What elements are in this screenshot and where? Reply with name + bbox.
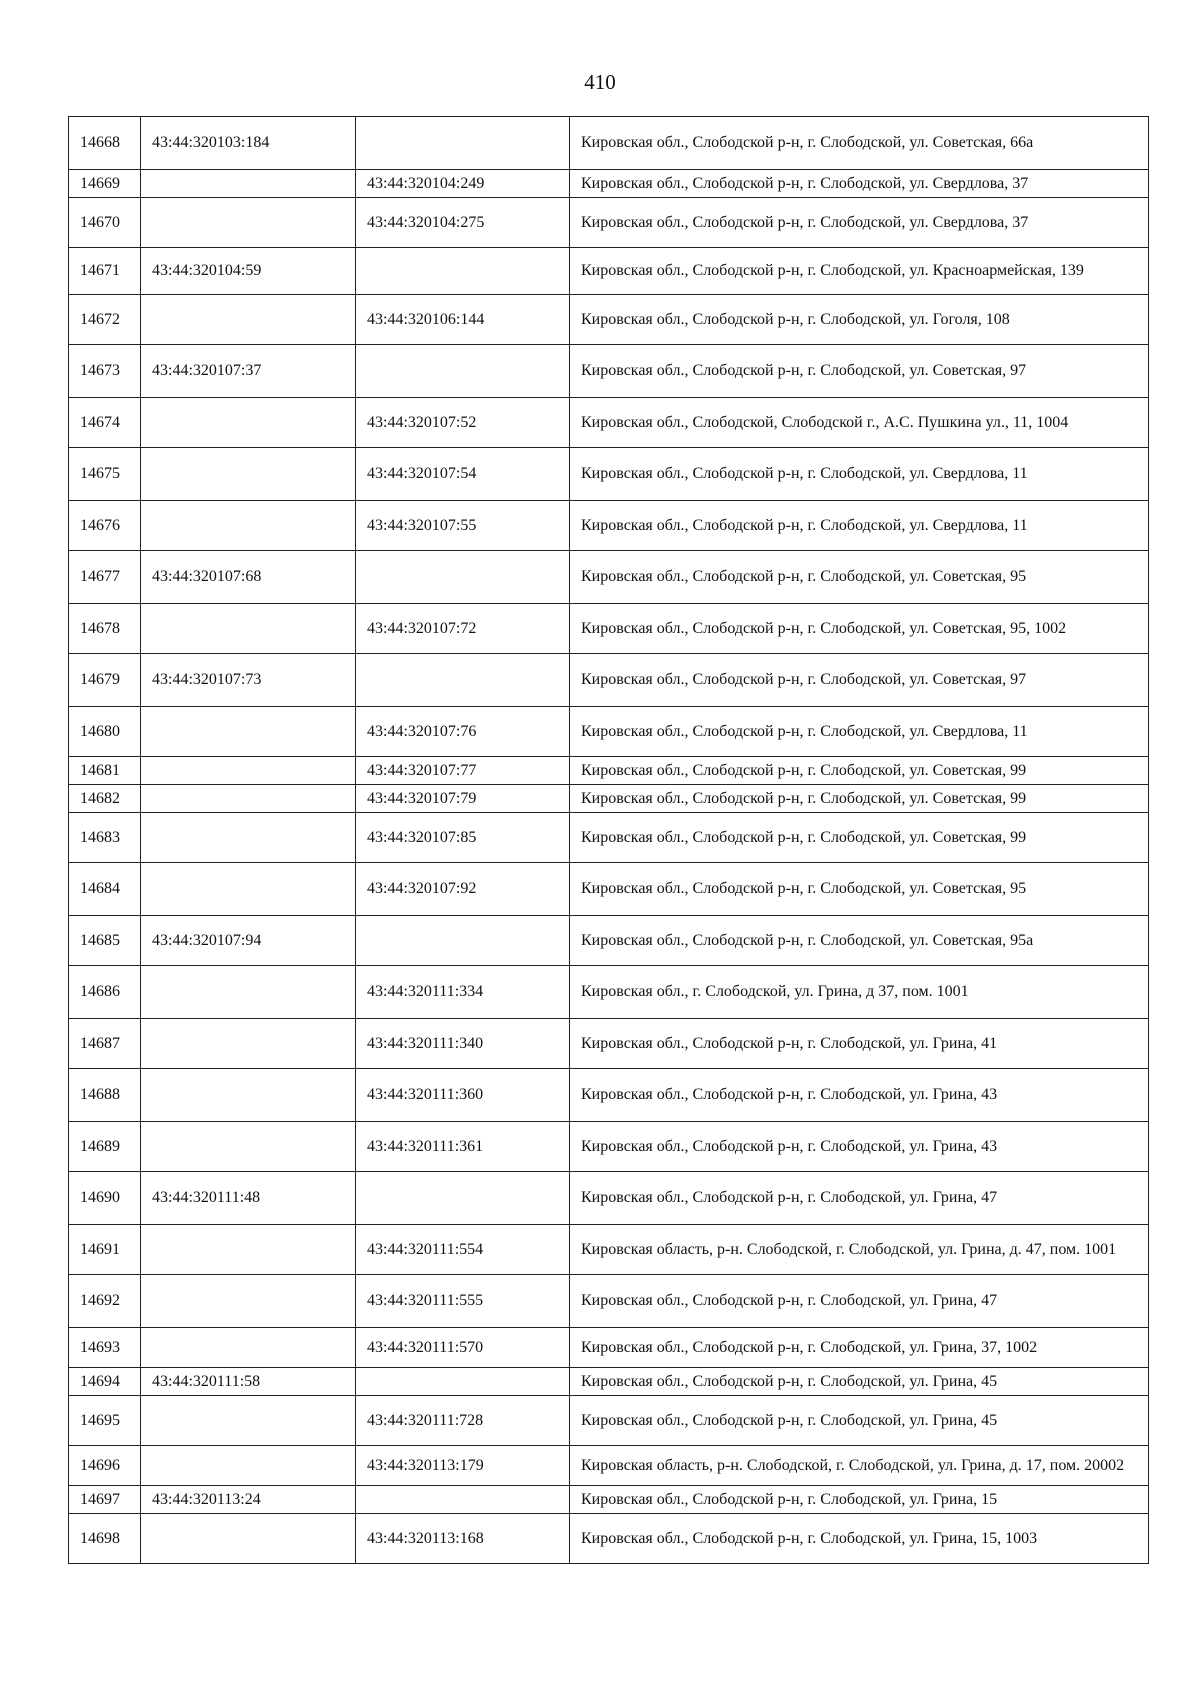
row-number: 14694 — [69, 1368, 141, 1396]
row-number: 14689 — [69, 1122, 141, 1172]
address: Кировская обл., Слободской р-н, г. Слободской, ул. Грина, 45 — [570, 1396, 1149, 1446]
address: Кировская обл., Слободской р-н, г. Слободской, ул. Советская, 97 — [570, 345, 1149, 398]
object-cadastral-number — [356, 654, 570, 707]
address: Кировская обл., Слободской р-н, г. Слободской, ул. Советская, 95 — [570, 863, 1149, 916]
address: Кировская область, р-н. Слободской, г. Слободской, ул. Грина, д. 47, пом. 1001 — [570, 1225, 1149, 1275]
object-cadastral-number: 43:44:320111:728 — [356, 1396, 570, 1446]
land-cadastral-number: 43:44:320107:73 — [141, 654, 356, 707]
table-row — [69, 248, 1149, 295]
address: Кировская обл., Слободской р-н, г. Слободской, ул. Грина, 41 — [570, 1019, 1149, 1069]
address: Кировская обл., Слободской р-н, г. Слободской, ул. Советская, 95а — [570, 916, 1149, 966]
table-row — [69, 170, 1149, 198]
table-row — [69, 707, 1149, 757]
address: Кировская обл., Слободской р-н, г. Слободской, ул. Грина, 43 — [570, 1122, 1149, 1172]
land-cadastral-number: 43:44:320111:58 — [141, 1368, 356, 1396]
row-number: 14681 — [69, 757, 141, 785]
land-cadastral-number — [141, 813, 356, 863]
row-number: 14680 — [69, 707, 141, 757]
table-row — [69, 1172, 1149, 1225]
land-cadastral-number — [141, 448, 356, 501]
table-row — [69, 1486, 1149, 1514]
row-number: 14677 — [69, 551, 141, 604]
address: Кировская обл., Слободской р-н, г. Слободской, ул. Свердлова, 37 — [570, 198, 1149, 248]
object-cadastral-number — [356, 1368, 570, 1396]
row-number: 14684 — [69, 863, 141, 916]
land-cadastral-number: 43:44:320104:59 — [141, 248, 356, 295]
table-row — [69, 1514, 1149, 1564]
table-row — [69, 1275, 1149, 1328]
object-cadastral-number — [356, 248, 570, 295]
row-number: 14668 — [69, 117, 141, 170]
table-row — [69, 863, 1149, 916]
object-cadastral-number: 43:44:320113:168 — [356, 1514, 570, 1564]
row-number: 14683 — [69, 813, 141, 863]
page-number: 410 — [584, 70, 616, 94]
table-row — [69, 345, 1149, 398]
address: Кировская обл., Слободской р-н, г. Слободской, ул. Грина, 15 — [570, 1486, 1149, 1514]
object-cadastral-number: 43:44:320111:340 — [356, 1019, 570, 1069]
address: Кировская обл., Слободской р-н, г. Слободской, ул. Советская, 99 — [570, 785, 1149, 813]
land-cadastral-number — [141, 1069, 356, 1122]
table-row — [69, 198, 1149, 248]
address: Кировская обл., Слободской р-н, г. Слободской, ул. Грина, 37, 1002 — [570, 1328, 1149, 1368]
address: Кировская обл., Слободской р-н, г. Слободской, ул. Свердлова, 11 — [570, 707, 1149, 757]
land-cadastral-number — [141, 757, 356, 785]
land-cadastral-number: 43:44:320111:48 — [141, 1172, 356, 1225]
row-number: 14696 — [69, 1446, 141, 1486]
address: Кировская обл., Слободской р-н, г. Слободской, ул. Советская, 97 — [570, 654, 1149, 707]
row-number: 14687 — [69, 1019, 141, 1069]
object-cadastral-number: 43:44:320107:79 — [356, 785, 570, 813]
table-row — [69, 295, 1149, 345]
object-cadastral-number: 43:44:320111:360 — [356, 1069, 570, 1122]
address: Кировская обл., Слободской р-н, г. Слободской, ул. Красноармейская, 139 — [570, 248, 1149, 295]
object-cadastral-number: 43:44:320104:275 — [356, 198, 570, 248]
object-cadastral-number: 43:44:320107:55 — [356, 501, 570, 551]
land-cadastral-number — [141, 198, 356, 248]
land-cadastral-number: 43:44:320107:68 — [141, 551, 356, 604]
land-cadastral-number: 43:44:320103:184 — [141, 117, 356, 170]
table-row — [69, 654, 1149, 707]
address: Кировская обл., Слободской р-н, г. Слободской, ул. Советская, 99 — [570, 813, 1149, 863]
land-cadastral-number — [141, 1019, 356, 1069]
object-cadastral-number — [356, 345, 570, 398]
land-cadastral-number: 43:44:320107:94 — [141, 916, 356, 966]
land-cadastral-number — [141, 966, 356, 1019]
land-cadastral-number — [141, 785, 356, 813]
land-cadastral-number — [141, 1446, 356, 1486]
address: Кировская обл., Слободской р-н, г. Слободской, ул. Советская, 95 — [570, 551, 1149, 604]
table-row — [69, 448, 1149, 501]
table-row — [69, 1368, 1149, 1396]
row-number: 14686 — [69, 966, 141, 1019]
address: Кировская обл., Слободской р-н, г. Слободской, ул. Грина, 47 — [570, 1172, 1149, 1225]
address: Кировская обл., Слободской р-н, г. Слободской, ул. Грина, 15, 1003 — [570, 1514, 1149, 1564]
table-row — [69, 604, 1149, 654]
registry-table — [68, 116, 1149, 1564]
table-row — [69, 785, 1149, 813]
row-number: 14672 — [69, 295, 141, 345]
row-number: 14674 — [69, 398, 141, 448]
table-row — [69, 551, 1149, 604]
object-cadastral-number: 43:44:320111:554 — [356, 1225, 570, 1275]
land-cadastral-number: 43:44:320113:24 — [141, 1486, 356, 1514]
land-cadastral-number — [141, 1328, 356, 1368]
row-number: 14682 — [69, 785, 141, 813]
object-cadastral-number: 43:44:320111:555 — [356, 1275, 570, 1328]
object-cadastral-number: 43:44:320107:52 — [356, 398, 570, 448]
address: Кировская обл., Слободской р-н, г. Слободской, ул. Советская, 66а — [570, 117, 1149, 170]
row-number: 14698 — [69, 1514, 141, 1564]
land-cadastral-number — [141, 398, 356, 448]
address: Кировская обл., Слободской р-н, г. Слободской, ул. Грина, 43 — [570, 1069, 1149, 1122]
object-cadastral-number: 43:44:320107:72 — [356, 604, 570, 654]
row-number: 14670 — [69, 198, 141, 248]
land-cadastral-number — [141, 1275, 356, 1328]
row-number: 14695 — [69, 1396, 141, 1446]
land-cadastral-number — [141, 863, 356, 916]
object-cadastral-number — [356, 1172, 570, 1225]
row-number: 14691 — [69, 1225, 141, 1275]
address: Кировская область, р-н. Слободской, г. Слободской, ул. Грина, д. 17, пом. 20002 — [570, 1446, 1149, 1486]
land-cadastral-number — [141, 604, 356, 654]
land-cadastral-number — [141, 1514, 356, 1564]
table-row — [69, 1328, 1149, 1368]
row-number: 14669 — [69, 170, 141, 198]
row-number: 14676 — [69, 501, 141, 551]
row-number: 14679 — [69, 654, 141, 707]
table-row — [69, 1396, 1149, 1446]
land-cadastral-number — [141, 707, 356, 757]
address: Кировская обл., Слободской р-н, г. Слободской, ул. Свердлова, 37 — [570, 170, 1149, 198]
object-cadastral-number — [356, 117, 570, 170]
object-cadastral-number — [356, 1486, 570, 1514]
table-row — [69, 501, 1149, 551]
object-cadastral-number: 43:44:320113:179 — [356, 1446, 570, 1486]
address: Кировская обл., Слободской р-н, г. Слободской, ул. Советская, 95, 1002 — [570, 604, 1149, 654]
land-cadastral-number: 43:44:320107:37 — [141, 345, 356, 398]
row-number: 14697 — [69, 1486, 141, 1514]
land-cadastral-number — [141, 1122, 356, 1172]
table-row — [69, 916, 1149, 966]
land-cadastral-number — [141, 1396, 356, 1446]
table-row — [69, 757, 1149, 785]
object-cadastral-number: 43:44:320107:54 — [356, 448, 570, 501]
row-number: 14673 — [69, 345, 141, 398]
address: Кировская обл., Слободской р-н, г. Слободской, ул. Свердлова, 11 — [570, 501, 1149, 551]
row-number: 14693 — [69, 1328, 141, 1368]
table-row — [69, 1069, 1149, 1122]
object-cadastral-number: 43:44:320107:92 — [356, 863, 570, 916]
object-cadastral-number: 43:44:320104:249 — [356, 170, 570, 198]
address: Кировская обл., г. Слободской, ул. Грина, д 37, пом. 1001 — [570, 966, 1149, 1019]
object-cadastral-number — [356, 551, 570, 604]
land-cadastral-number — [141, 170, 356, 198]
table-row — [69, 117, 1149, 170]
address: Кировская обл., Слободской р-н, г. Слободской, ул. Свердлова, 11 — [570, 448, 1149, 501]
row-number: 14692 — [69, 1275, 141, 1328]
row-number: 14678 — [69, 604, 141, 654]
address: Кировская обл., Слободской р-н, г. Слободской, ул. Советская, 99 — [570, 757, 1149, 785]
row-number: 14671 — [69, 248, 141, 295]
address: Кировская обл., Слободской р-н, г. Слободской, ул. Гоголя, 108 — [570, 295, 1149, 345]
row-number: 14675 — [69, 448, 141, 501]
object-cadastral-number: 43:44:320111:334 — [356, 966, 570, 1019]
object-cadastral-number: 43:44:320107:76 — [356, 707, 570, 757]
table-row — [69, 1446, 1149, 1486]
table-row — [69, 1122, 1149, 1172]
row-number: 14690 — [69, 1172, 141, 1225]
object-cadastral-number: 43:44:320111:570 — [356, 1328, 570, 1368]
land-cadastral-number — [141, 295, 356, 345]
table-row — [69, 1225, 1149, 1275]
object-cadastral-number: 43:44:320111:361 — [356, 1122, 570, 1172]
table-row — [69, 966, 1149, 1019]
table-row — [69, 1019, 1149, 1069]
land-cadastral-number — [141, 501, 356, 551]
row-number: 14685 — [69, 916, 141, 966]
land-cadastral-number — [141, 1225, 356, 1275]
table-row — [69, 398, 1149, 448]
address: Кировская обл., Слободской р-н, г. Слободской, ул. Грина, 47 — [570, 1275, 1149, 1328]
object-cadastral-number: 43:44:320107:85 — [356, 813, 570, 863]
object-cadastral-number: 43:44:320106:144 — [356, 295, 570, 345]
address: Кировская обл., Слободской р-н, г. Слободской, ул. Грина, 45 — [570, 1368, 1149, 1396]
table-row — [69, 813, 1149, 863]
object-cadastral-number — [356, 916, 570, 966]
object-cadastral-number: 43:44:320107:77 — [356, 757, 570, 785]
address: Кировская обл., Слободской, Слободской г., А.С. Пушкина ул., 11, 1004 — [570, 398, 1149, 448]
row-number: 14688 — [69, 1069, 141, 1122]
